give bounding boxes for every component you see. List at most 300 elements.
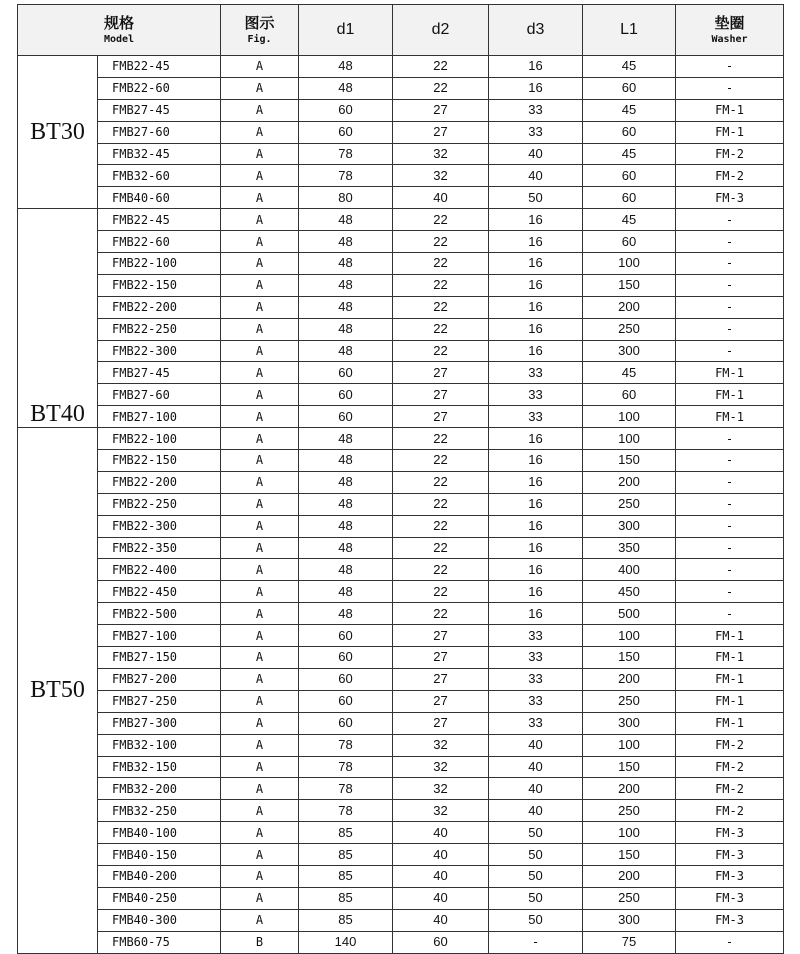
cell-model: FMB22-400 xyxy=(98,559,221,581)
cell-model: FMB22-60 xyxy=(98,231,221,253)
cell-model: FMB22-150 xyxy=(98,274,221,296)
cell-d1: 60 xyxy=(299,362,393,384)
cell-d3: 50 xyxy=(489,844,583,866)
cell-d2: 27 xyxy=(393,406,489,428)
cell-washer: FM-2 xyxy=(676,756,784,778)
cell-d3: 40 xyxy=(489,165,583,187)
cell-d3: 16 xyxy=(489,603,583,625)
header-washer-en: Washer xyxy=(711,34,748,45)
cell-d2: 27 xyxy=(393,690,489,712)
cell-washer: - xyxy=(676,209,784,231)
cell-d1: 48 xyxy=(299,493,393,515)
cell-fig: A xyxy=(221,756,299,778)
cell-d1: 85 xyxy=(299,844,393,866)
cell-d2: 22 xyxy=(393,603,489,625)
cell-fig: A xyxy=(221,362,299,384)
table-row xyxy=(18,756,784,778)
cell-washer: FM-3 xyxy=(676,844,784,866)
cell-l1: 150 xyxy=(583,844,676,866)
spec-body xyxy=(18,56,784,954)
cell-fig: A xyxy=(221,471,299,493)
cell-d1: 78 xyxy=(299,800,393,822)
header-d1 xyxy=(299,5,393,56)
table-row xyxy=(18,340,784,362)
table-row xyxy=(18,712,784,734)
cell-model: FMB40-300 xyxy=(98,909,221,931)
header-model xyxy=(18,5,221,56)
cell-l1: 450 xyxy=(583,581,676,603)
cell-washer: - xyxy=(676,471,784,493)
cell-d1: 48 xyxy=(299,603,393,625)
cell-d2: 32 xyxy=(393,778,489,800)
cell-model: FMB27-100 xyxy=(98,625,221,647)
cell-d1: 60 xyxy=(299,121,393,143)
cell-model: FMB22-200 xyxy=(98,471,221,493)
cell-model: FMB32-200 xyxy=(98,778,221,800)
cell-d3: 16 xyxy=(489,274,583,296)
cell-l1: 100 xyxy=(583,822,676,844)
table-row xyxy=(18,187,784,209)
cell-fig: A xyxy=(221,734,299,756)
cell-model: FMB27-150 xyxy=(98,647,221,669)
cell-d1: 48 xyxy=(299,274,393,296)
cell-d3: 33 xyxy=(489,625,583,647)
cell-washer: - xyxy=(676,581,784,603)
cell-washer: FM-3 xyxy=(676,822,784,844)
cell-d3: 16 xyxy=(489,296,583,318)
cell-l1: 250 xyxy=(583,690,676,712)
cell-washer: FM-1 xyxy=(676,121,784,143)
cell-d3: 33 xyxy=(489,690,583,712)
cell-d2: 22 xyxy=(393,493,489,515)
cell-d1: 60 xyxy=(299,690,393,712)
cell-fig: A xyxy=(221,77,299,99)
cell-washer: - xyxy=(676,603,784,625)
table-row xyxy=(18,778,784,800)
cell-d2: 22 xyxy=(393,428,489,450)
cell-d1: 48 xyxy=(299,209,393,231)
cell-washer: - xyxy=(676,515,784,537)
cell-l1: 300 xyxy=(583,712,676,734)
cell-l1: 300 xyxy=(583,340,676,362)
cell-d1: 48 xyxy=(299,253,393,275)
cell-fig: A xyxy=(221,559,299,581)
cell-fig: A xyxy=(221,274,299,296)
cell-d3: 16 xyxy=(489,493,583,515)
cell-d2: 22 xyxy=(393,77,489,99)
cell-model: FMB22-300 xyxy=(98,515,221,537)
table-row xyxy=(18,800,784,822)
cell-d1: 48 xyxy=(299,537,393,559)
cell-d1: 48 xyxy=(299,231,393,253)
cell-d3: 16 xyxy=(489,450,583,472)
cell-fig: A xyxy=(221,668,299,690)
cell-fig: A xyxy=(221,800,299,822)
cell-d3: 16 xyxy=(489,340,583,362)
table-row xyxy=(18,296,784,318)
header-l1-label: L1 xyxy=(620,21,638,38)
cell-d3: 16 xyxy=(489,209,583,231)
cell-d1: 48 xyxy=(299,318,393,340)
table-row xyxy=(18,931,784,953)
table-row xyxy=(18,625,784,647)
header-model-en: Model xyxy=(103,34,135,45)
table-row xyxy=(18,77,784,99)
cell-washer: - xyxy=(676,231,784,253)
cell-d2: 40 xyxy=(393,887,489,909)
cell-washer: - xyxy=(676,318,784,340)
cell-model: FMB22-60 xyxy=(98,77,221,99)
header-row xyxy=(18,5,784,56)
table-row xyxy=(18,515,784,537)
cell-washer: FM-2 xyxy=(676,165,784,187)
cell-d3: 50 xyxy=(489,822,583,844)
cell-washer: - xyxy=(676,450,784,472)
cell-d1: 48 xyxy=(299,581,393,603)
cell-d3: 33 xyxy=(489,121,583,143)
cell-model: FMB27-250 xyxy=(98,690,221,712)
table-row xyxy=(18,56,784,78)
cell-fig: A xyxy=(221,121,299,143)
cell-washer: FM-1 xyxy=(676,384,784,406)
header-fig-cn: 图示 xyxy=(244,14,275,32)
cell-d1: 60 xyxy=(299,668,393,690)
table-row xyxy=(18,450,784,472)
cell-washer: - xyxy=(676,493,784,515)
cell-washer: - xyxy=(676,77,784,99)
cell-model: FMB27-60 xyxy=(98,121,221,143)
cell-l1: 150 xyxy=(583,450,676,472)
cell-washer: FM-1 xyxy=(676,406,784,428)
cell-model: FMB32-150 xyxy=(98,756,221,778)
cell-washer: FM-3 xyxy=(676,909,784,931)
cell-d2: 22 xyxy=(393,471,489,493)
cell-l1: 350 xyxy=(583,537,676,559)
cell-d2: 22 xyxy=(393,581,489,603)
cell-model: FMB22-450 xyxy=(98,581,221,603)
cell-l1: 200 xyxy=(583,471,676,493)
cell-d3: 33 xyxy=(489,406,583,428)
cell-d3: 40 xyxy=(489,756,583,778)
cell-fig: A xyxy=(221,209,299,231)
table-row xyxy=(18,909,784,931)
cell-model: FMB40-200 xyxy=(98,865,221,887)
cell-d3: 16 xyxy=(489,231,583,253)
cell-washer: FM-2 xyxy=(676,800,784,822)
cell-d3: 40 xyxy=(489,778,583,800)
cell-fig: A xyxy=(221,56,299,78)
cell-d2: 27 xyxy=(393,647,489,669)
cell-fig: A xyxy=(221,340,299,362)
cell-d1: 78 xyxy=(299,165,393,187)
cell-model: FMB22-500 xyxy=(98,603,221,625)
cell-model: FMB40-100 xyxy=(98,822,221,844)
cell-d3: 40 xyxy=(489,143,583,165)
cell-d3: 16 xyxy=(489,581,583,603)
cell-d2: 22 xyxy=(393,318,489,340)
header-l1 xyxy=(583,5,676,56)
cell-model: FMB27-45 xyxy=(98,362,221,384)
cell-model: FMB27-200 xyxy=(98,668,221,690)
cell-d3: 50 xyxy=(489,865,583,887)
cell-d2: 27 xyxy=(393,99,489,121)
cell-d3: 33 xyxy=(489,647,583,669)
cell-model: FMB22-300 xyxy=(98,340,221,362)
cell-d2: 22 xyxy=(393,340,489,362)
cell-d2: 22 xyxy=(393,209,489,231)
cell-d2: 22 xyxy=(393,450,489,472)
cell-l1: 100 xyxy=(583,625,676,647)
cell-fig: A xyxy=(221,384,299,406)
cell-d1: 48 xyxy=(299,428,393,450)
cell-l1: 250 xyxy=(583,887,676,909)
cell-l1: 60 xyxy=(583,187,676,209)
table-row xyxy=(18,887,784,909)
cell-d3: 16 xyxy=(489,253,583,275)
cell-model: FMB22-350 xyxy=(98,537,221,559)
cell-l1: 200 xyxy=(583,668,676,690)
cell-l1: 500 xyxy=(583,603,676,625)
cell-l1: 250 xyxy=(583,493,676,515)
cell-l1: 400 xyxy=(583,559,676,581)
cell-d1: 60 xyxy=(299,384,393,406)
cell-washer: - xyxy=(676,296,784,318)
cell-d2: 32 xyxy=(393,756,489,778)
header-d1-label: d1 xyxy=(336,21,355,38)
cell-fig: A xyxy=(221,428,299,450)
cell-washer: FM-3 xyxy=(676,887,784,909)
cell-d3: 40 xyxy=(489,734,583,756)
cell-fig: A xyxy=(221,537,299,559)
cell-washer: FM-1 xyxy=(676,668,784,690)
cell-d2: 40 xyxy=(393,822,489,844)
cell-d3: 33 xyxy=(489,362,583,384)
cell-d3: 16 xyxy=(489,559,583,581)
cell-d1: 60 xyxy=(299,406,393,428)
cell-fig: A xyxy=(221,253,299,275)
header-washer xyxy=(676,5,784,56)
table-row xyxy=(18,362,784,384)
cell-model: FMB32-60 xyxy=(98,165,221,187)
cell-d2: 27 xyxy=(393,668,489,690)
cell-washer: - xyxy=(676,253,784,275)
cell-d1: 78 xyxy=(299,756,393,778)
header-d3-label: d3 xyxy=(526,21,545,38)
cell-d2: 22 xyxy=(393,296,489,318)
cell-l1: 250 xyxy=(583,318,676,340)
cell-washer: - xyxy=(676,274,784,296)
cell-d2: 32 xyxy=(393,143,489,165)
table-row xyxy=(18,822,784,844)
cell-d3: 16 xyxy=(489,56,583,78)
table-row xyxy=(18,471,784,493)
table-row xyxy=(18,231,784,253)
cell-model: FMB32-45 xyxy=(98,143,221,165)
cell-model: FMB22-200 xyxy=(98,296,221,318)
cell-d2: 40 xyxy=(393,187,489,209)
header-washer-cn: 垫圈 xyxy=(714,14,745,32)
cell-d1: 48 xyxy=(299,559,393,581)
cell-fig: A xyxy=(221,909,299,931)
cell-washer: FM-2 xyxy=(676,143,784,165)
cell-l1: 250 xyxy=(583,800,676,822)
cell-model: FMB32-100 xyxy=(98,734,221,756)
table-row xyxy=(18,844,784,866)
table-row xyxy=(18,121,784,143)
cell-d1: 85 xyxy=(299,822,393,844)
table-row xyxy=(18,603,784,625)
cell-d1: 78 xyxy=(299,778,393,800)
cell-d1: 60 xyxy=(299,712,393,734)
cell-d1: 60 xyxy=(299,647,393,669)
cell-d2: 22 xyxy=(393,559,489,581)
cell-d1: 78 xyxy=(299,143,393,165)
cell-d3: 16 xyxy=(489,77,583,99)
cell-fig: A xyxy=(221,99,299,121)
cell-model: FMB40-250 xyxy=(98,887,221,909)
header-d2-label: d2 xyxy=(431,21,450,38)
cell-fig: A xyxy=(221,515,299,537)
cell-l1: 300 xyxy=(583,515,676,537)
cell-d3: 33 xyxy=(489,99,583,121)
cell-fig: A xyxy=(221,844,299,866)
cell-fig: A xyxy=(221,318,299,340)
cell-washer: - xyxy=(676,559,784,581)
cell-l1: 45 xyxy=(583,99,676,121)
cell-d1: 48 xyxy=(299,56,393,78)
cell-d2: 40 xyxy=(393,909,489,931)
cell-d3: 16 xyxy=(489,471,583,493)
cell-l1: 100 xyxy=(583,253,676,275)
table-row xyxy=(18,734,784,756)
header-d2 xyxy=(393,5,489,56)
cell-model: FMB32-250 xyxy=(98,800,221,822)
table-row xyxy=(18,165,784,187)
cell-l1: 200 xyxy=(583,296,676,318)
cell-d3: 50 xyxy=(489,187,583,209)
table-row xyxy=(18,428,784,450)
cell-l1: 60 xyxy=(583,231,676,253)
cell-l1: 60 xyxy=(583,77,676,99)
cell-fig: A xyxy=(221,581,299,603)
cell-l1: 200 xyxy=(583,865,676,887)
spec-table xyxy=(17,4,784,954)
cell-d2: 32 xyxy=(393,734,489,756)
cell-d2: 27 xyxy=(393,625,489,647)
cell-d1: 48 xyxy=(299,77,393,99)
cell-model: FMB60-75 xyxy=(98,931,221,953)
cell-fig: A xyxy=(221,887,299,909)
cell-d2: 32 xyxy=(393,800,489,822)
cell-d1: 60 xyxy=(299,625,393,647)
cell-washer: FM-3 xyxy=(676,865,784,887)
cell-d3: 50 xyxy=(489,887,583,909)
cell-l1: 150 xyxy=(583,647,676,669)
cell-washer: FM-2 xyxy=(676,778,784,800)
cell-d1: 140 xyxy=(299,931,393,953)
cell-fig: A xyxy=(221,822,299,844)
cell-fig: A xyxy=(221,603,299,625)
cell-fig: A xyxy=(221,865,299,887)
cell-d1: 80 xyxy=(299,187,393,209)
cell-d1: 48 xyxy=(299,296,393,318)
cell-d1: 48 xyxy=(299,340,393,362)
cell-d2: 22 xyxy=(393,515,489,537)
cell-fig: A xyxy=(221,165,299,187)
table-row xyxy=(18,668,784,690)
cell-model: FMB22-45 xyxy=(98,209,221,231)
cell-d3: 16 xyxy=(489,537,583,559)
cell-washer: - xyxy=(676,56,784,78)
cell-l1: 75 xyxy=(583,931,676,953)
table-row xyxy=(18,647,784,669)
cell-d1: 78 xyxy=(299,734,393,756)
cell-d3: 33 xyxy=(489,712,583,734)
cell-l1: 60 xyxy=(583,121,676,143)
cell-model: FMB22-100 xyxy=(98,428,221,450)
cell-d2: 40 xyxy=(393,844,489,866)
cell-d2: 22 xyxy=(393,231,489,253)
cell-fig: A xyxy=(221,690,299,712)
table-row xyxy=(18,318,784,340)
cell-model: FMB27-45 xyxy=(98,99,221,121)
cell-l1: 45 xyxy=(583,209,676,231)
cell-model: FMB22-100 xyxy=(98,253,221,275)
cell-d2: 22 xyxy=(393,537,489,559)
cell-washer: FM-1 xyxy=(676,690,784,712)
header-fig-en: Fig. xyxy=(247,34,272,45)
cell-fig: A xyxy=(221,778,299,800)
cell-model: FMB40-60 xyxy=(98,187,221,209)
table-row xyxy=(18,559,784,581)
cell-d3: 33 xyxy=(489,668,583,690)
cell-l1: 45 xyxy=(583,362,676,384)
cell-d1: 48 xyxy=(299,471,393,493)
header-fig xyxy=(221,5,299,56)
cell-d2: 27 xyxy=(393,121,489,143)
cell-fig: A xyxy=(221,231,299,253)
cell-washer: FM-3 xyxy=(676,187,784,209)
cell-washer: FM-1 xyxy=(676,712,784,734)
series-group-label: BT50 xyxy=(18,428,98,953)
cell-washer: FM-2 xyxy=(676,734,784,756)
cell-model: FMB40-150 xyxy=(98,844,221,866)
cell-fig: A xyxy=(221,712,299,734)
cell-d2: 22 xyxy=(393,274,489,296)
cell-fig: A xyxy=(221,187,299,209)
cell-model: FMB27-60 xyxy=(98,384,221,406)
cell-l1: 60 xyxy=(583,165,676,187)
cell-d3: 33 xyxy=(489,384,583,406)
cell-model: FMB27-100 xyxy=(98,406,221,428)
cell-washer: - xyxy=(676,340,784,362)
cell-fig: A xyxy=(221,406,299,428)
cell-d2: 22 xyxy=(393,253,489,275)
table-row xyxy=(18,209,784,231)
cell-d2: 40 xyxy=(393,865,489,887)
cell-d1: 85 xyxy=(299,887,393,909)
cell-washer: FM-1 xyxy=(676,647,784,669)
cell-l1: 300 xyxy=(583,909,676,931)
cell-l1: 100 xyxy=(583,428,676,450)
cell-d3: 16 xyxy=(489,515,583,537)
cell-l1: 45 xyxy=(583,56,676,78)
cell-fig: A xyxy=(221,143,299,165)
cell-d2: 60 xyxy=(393,931,489,953)
header-d3 xyxy=(489,5,583,56)
cell-washer: FM-1 xyxy=(676,99,784,121)
cell-fig: A xyxy=(221,647,299,669)
